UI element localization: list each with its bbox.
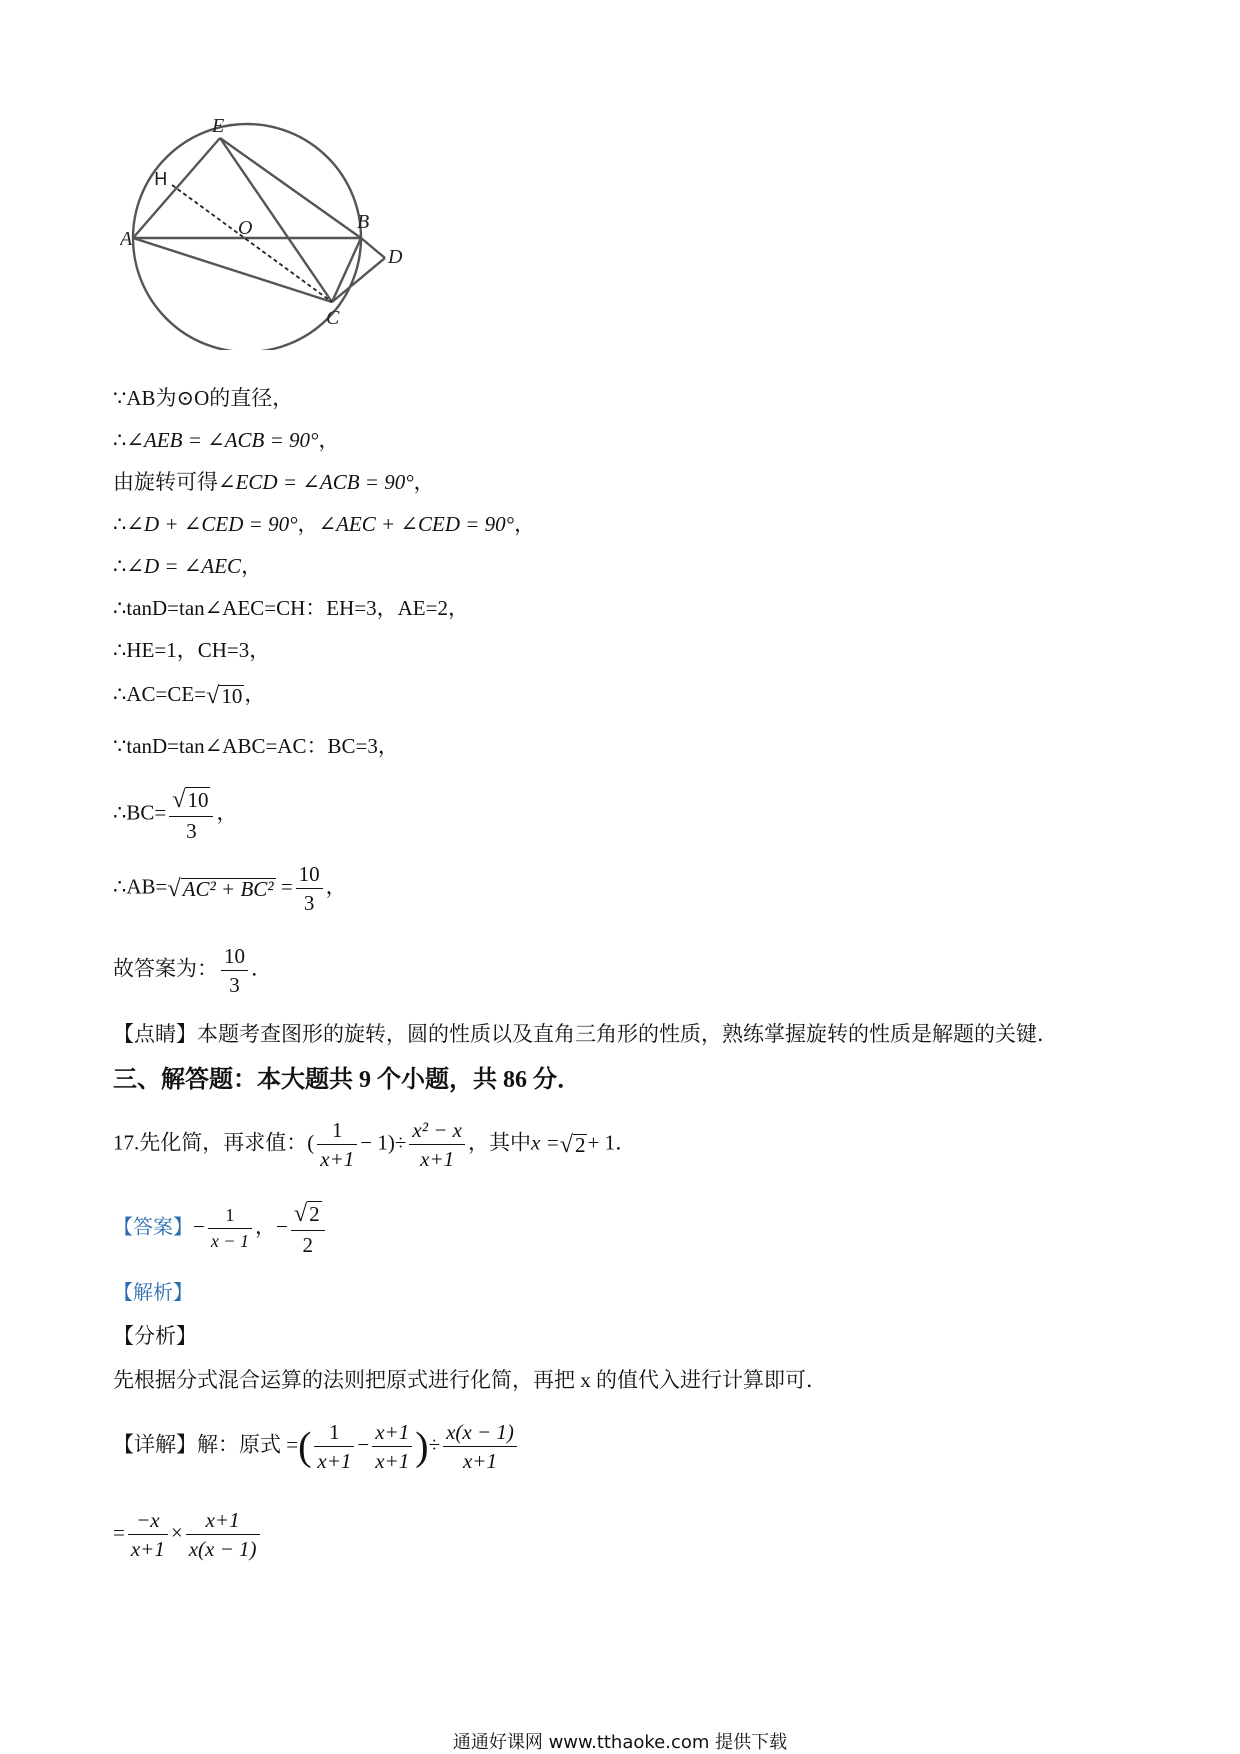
- numerator: −x: [128, 1508, 168, 1535]
- line-ab-diameter: [113, 388, 293, 409]
- text: 先根据分式混合运算的法则把原式进行化简，再把 x 的值代入进行计算即可．: [113, 1368, 827, 1392]
- text: ，: [241, 554, 263, 578]
- text: ÷: [428, 1432, 441, 1457]
- numerator: 1: [208, 1205, 252, 1229]
- fraction: [221, 944, 248, 997]
- denominator: 2: [302, 1233, 313, 1258]
- math: ∠D = ∠AEC: [126, 554, 242, 578]
- radicand: 2: [309, 1202, 320, 1227]
- numerator: x(x − 1): [443, 1420, 517, 1447]
- line-tan-aec: [113, 598, 469, 619]
- fraction: [314, 1420, 354, 1473]
- page-footer: [0, 1728, 1240, 1754]
- math: ∠AEC + ∠CED = 90°: [318, 512, 515, 536]
- denominator: 3: [186, 819, 197, 844]
- sqrt: √10: [206, 682, 243, 710]
- denominator: 3: [303, 891, 315, 916]
- text: −: [275, 1214, 288, 1239]
- denominator: x+1: [317, 1449, 352, 1474]
- line-dianjing: [113, 1024, 1058, 1045]
- text: =: [113, 1520, 125, 1545]
- math: x =: [530, 1130, 560, 1155]
- label-b: B: [357, 211, 370, 233]
- text: ∴AC=CE=: [113, 682, 207, 706]
- denominator: x+1: [130, 1537, 165, 1562]
- line-bc-value: [113, 786, 237, 843]
- text: −: [193, 1214, 205, 1239]
- text: =: [286, 1432, 299, 1457]
- text: − 1): [360, 1130, 395, 1155]
- answer-17: [113, 1200, 328, 1257]
- text: 由旋转可得: [113, 470, 218, 494]
- simplify-line: [113, 1508, 263, 1561]
- label-c: C: [326, 307, 340, 329]
- answer-tag: 【答案】: [113, 1214, 193, 1239]
- text: + 1: [587, 1130, 616, 1155]
- text: ∵AB为⊙O的直径，: [113, 386, 294, 410]
- line-right-angles: [113, 430, 339, 451]
- denominator: 3: [229, 973, 240, 998]
- fraction: $\frac{√10}{3}$: [169, 786, 213, 843]
- text: (: [307, 1130, 315, 1155]
- text: ，: [325, 874, 347, 899]
- line-angle-sums: [113, 514, 535, 535]
- text: 【点睛】本题考查图形的旋转，圆的性质以及直角三角形的性质，熟练掌握旋转的性质是解题的关键．: [113, 1022, 1058, 1046]
- sqrt: √2: [559, 1130, 586, 1158]
- math: ∠D + ∠CED = 90°: [126, 512, 298, 536]
- fraction: [296, 862, 323, 915]
- numerator: x² − x: [409, 1118, 465, 1145]
- line-ab-value: [113, 862, 347, 915]
- fraction: [186, 1508, 260, 1561]
- denominator: x+1: [420, 1147, 455, 1172]
- sqrt: √AC² + BC²: [167, 874, 274, 902]
- line-tan-abc: [113, 736, 399, 757]
- numerator: 1: [314, 1420, 354, 1447]
- label-o: O: [238, 217, 253, 239]
- fenxi-tag: [113, 1326, 197, 1347]
- denominator: x+1: [320, 1147, 355, 1172]
- segment-ec: [220, 138, 332, 302]
- label-e: E: [212, 115, 225, 137]
- text: ∴: [113, 512, 127, 536]
- numerator: x+1: [372, 1420, 412, 1447]
- segment-hc-dashed: [172, 185, 332, 302]
- text: ，: [297, 512, 319, 536]
- radicand: 10: [221, 684, 243, 709]
- paren-left: (: [298, 1423, 312, 1469]
- denominator: x+1: [375, 1449, 410, 1474]
- text: ．: [615, 1130, 637, 1155]
- section-heading: [113, 1068, 581, 1092]
- numerator: 10: [296, 862, 323, 889]
- circle-geometry-figure: [120, 110, 420, 350]
- text: ÷: [394, 1130, 407, 1155]
- line-answer: [113, 944, 272, 997]
- numerator: 1: [317, 1118, 357, 1145]
- radicand: 2: [574, 1132, 586, 1157]
- text: 故答案为：: [113, 956, 218, 981]
- text: 三、解答题：本大题共 9 个小题，共 86 分．: [113, 1067, 581, 1093]
- math: ∠ECD = ∠ACB = 90°: [218, 470, 414, 494]
- text: ，: [216, 800, 238, 825]
- jiexi-tag: [113, 1282, 193, 1303]
- denominator: x(x − 1): [188, 1537, 257, 1562]
- line-rotation: [113, 472, 435, 493]
- fraction: [208, 1205, 252, 1251]
- text: ，其中: [467, 1130, 531, 1155]
- math: ∠AEB = ∠ACB = 90°: [126, 428, 319, 452]
- fraction: [317, 1118, 357, 1171]
- segment-ae: [133, 138, 220, 238]
- question-17: [113, 1118, 636, 1171]
- fraction: [128, 1508, 168, 1561]
- radicand: 10: [187, 788, 209, 813]
- text: −: [357, 1432, 370, 1457]
- fraction: [443, 1420, 517, 1473]
- numerator: 10: [221, 944, 248, 971]
- text: ，: [244, 682, 266, 706]
- segment-ac: [133, 238, 332, 302]
- label-d: D: [388, 246, 403, 268]
- text: ．: [251, 956, 272, 981]
- fenxi-text: [113, 1370, 827, 1391]
- fraction: $\frac{√2}{2}$: [291, 1200, 325, 1257]
- fraction: [372, 1420, 412, 1473]
- paren-right: ): [415, 1423, 429, 1469]
- text: ∴: [113, 428, 127, 452]
- text: ∴HE=1，CH=3，: [113, 638, 271, 662]
- denominator: x − 1: [210, 1231, 249, 1252]
- text: =: [280, 874, 293, 899]
- segment-bd: [361, 238, 385, 258]
- xiangjie-line: [113, 1420, 520, 1473]
- numerator: x+1: [186, 1508, 260, 1535]
- line-he-ch: [113, 640, 270, 661]
- footer-text: 通通好课网 www.tthaoke.com 提供下载: [452, 1732, 788, 1753]
- line-ac-ce: [113, 684, 265, 708]
- text: ×: [170, 1520, 183, 1545]
- text: ∵tanD=tan∠ABC=AC：BC=3，: [113, 734, 399, 758]
- denominator: x+1: [462, 1449, 497, 1474]
- text: ，: [254, 1214, 276, 1239]
- text: ∴tanD=tan∠AEC=CH：EH=3，AE=2，: [113, 596, 469, 620]
- text: ∴: [113, 554, 127, 578]
- text: 17.先化简，再求值：: [113, 1130, 308, 1155]
- text: ∴BC=: [113, 800, 167, 825]
- fraction: [409, 1118, 465, 1171]
- radicand: AC² + BC²: [182, 876, 274, 901]
- text: 【分析】: [113, 1324, 197, 1348]
- text: ∴AB=: [113, 874, 168, 899]
- line-angle-equal: [113, 556, 262, 577]
- text: 【详解】解：原式: [113, 1432, 281, 1457]
- label-a: A: [120, 228, 133, 250]
- text: ，: [318, 428, 340, 452]
- text: ，: [413, 470, 435, 494]
- text: 【解析】: [113, 1280, 193, 1304]
- text: ，: [514, 512, 536, 536]
- label-h: H: [154, 169, 168, 190]
